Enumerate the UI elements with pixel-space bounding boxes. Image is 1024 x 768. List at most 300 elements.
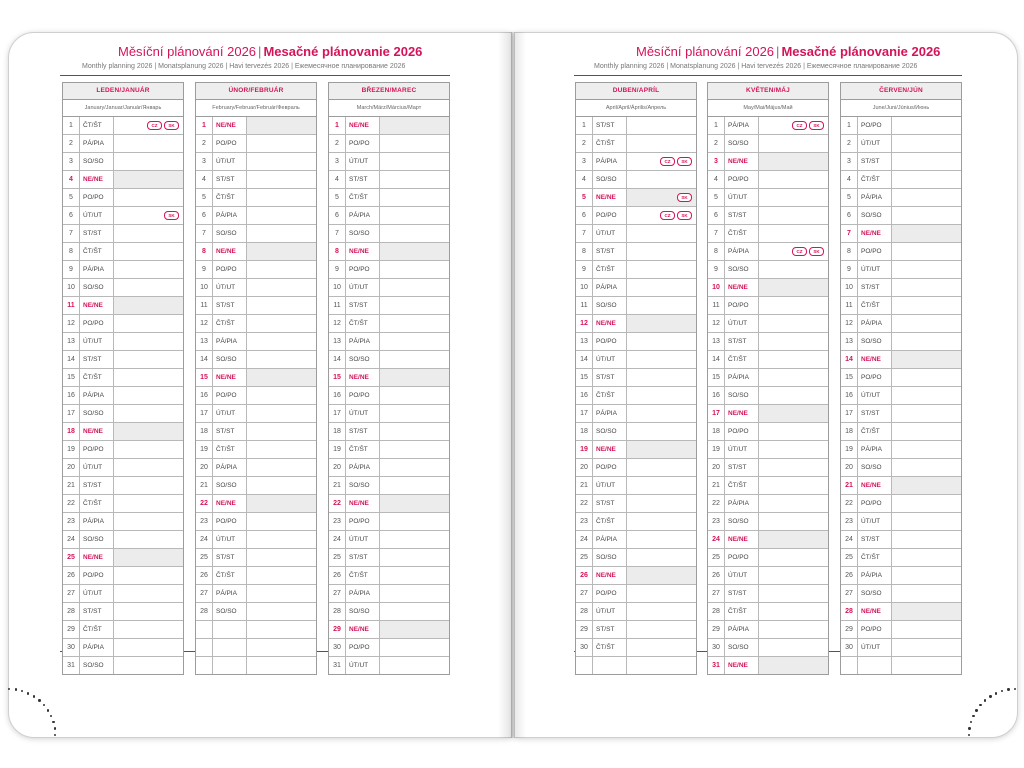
note-cell[interactable] xyxy=(892,549,961,566)
note-cell[interactable] xyxy=(627,135,696,152)
weekday-label: ÚT/UT xyxy=(80,459,114,476)
note-cell[interactable] xyxy=(892,279,961,296)
day-row xyxy=(329,549,449,567)
note-cell[interactable] xyxy=(114,153,183,170)
day-number: 17 xyxy=(196,405,213,422)
weekday-label: NE/NE xyxy=(213,117,247,134)
note-cell[interactable] xyxy=(759,369,828,386)
note-cell[interactable] xyxy=(247,477,316,494)
day-number: 23 xyxy=(576,513,593,530)
note-cell[interactable] xyxy=(759,405,828,422)
day-number: 25 xyxy=(63,549,80,566)
note-cell[interactable] xyxy=(759,333,828,350)
day-number: 21 xyxy=(841,477,858,494)
note-cell[interactable] xyxy=(114,369,183,386)
note-cell[interactable] xyxy=(380,621,449,638)
note-cell[interactable] xyxy=(247,369,316,386)
day-number: 1 xyxy=(576,117,593,134)
note-cell[interactable] xyxy=(114,117,183,134)
day-row xyxy=(196,351,316,369)
note-cell[interactable] xyxy=(627,495,696,512)
note-cell[interactable] xyxy=(380,153,449,170)
note-cell[interactable] xyxy=(380,405,449,422)
note-cell[interactable] xyxy=(380,135,449,152)
note-cell[interactable] xyxy=(380,261,449,278)
note-cell[interactable] xyxy=(892,567,961,584)
day-number: 13 xyxy=(63,333,80,350)
note-cell[interactable] xyxy=(759,135,828,152)
note-cell[interactable] xyxy=(627,207,696,224)
note-cell[interactable] xyxy=(380,423,449,440)
deco-dot xyxy=(47,709,49,711)
weekday-label: ČT/ŠT xyxy=(213,441,247,458)
note-cell[interactable] xyxy=(892,621,961,638)
note-cell[interactable] xyxy=(627,261,696,278)
day-number: 16 xyxy=(63,387,80,404)
note-cell[interactable] xyxy=(759,387,828,404)
weekday-label: ST/ST xyxy=(858,279,892,296)
day-row xyxy=(196,495,316,513)
note-cell[interactable] xyxy=(380,351,449,368)
note-cell[interactable] xyxy=(380,297,449,314)
note-cell[interactable] xyxy=(627,441,696,458)
weekday-label: NE/NE xyxy=(725,657,759,674)
note-cell[interactable] xyxy=(759,585,828,602)
note-cell[interactable] xyxy=(380,171,449,188)
day-number: 15 xyxy=(63,369,80,386)
day-number: 17 xyxy=(63,405,80,422)
day-number: 5 xyxy=(708,189,725,206)
day-row xyxy=(329,603,449,621)
note-cell[interactable] xyxy=(627,369,696,386)
note-cell[interactable] xyxy=(247,225,316,242)
note-cell[interactable] xyxy=(892,135,961,152)
note-cell[interactable] xyxy=(627,189,696,206)
day-row xyxy=(841,531,961,549)
note-cell[interactable] xyxy=(892,639,961,656)
day-row xyxy=(708,279,828,297)
note-cell[interactable] xyxy=(247,531,316,548)
note-cell[interactable] xyxy=(892,459,961,476)
note-cell[interactable] xyxy=(247,189,316,206)
note-cell[interactable] xyxy=(759,351,828,368)
day-row xyxy=(196,531,316,549)
note-cell[interactable] xyxy=(247,603,316,620)
note-cell[interactable] xyxy=(247,243,316,260)
note-cell[interactable] xyxy=(247,333,316,350)
note-cell[interactable] xyxy=(627,225,696,242)
note-cell[interactable] xyxy=(380,567,449,584)
note-cell[interactable] xyxy=(380,585,449,602)
note-cell[interactable] xyxy=(627,639,696,656)
day-row xyxy=(576,297,696,315)
note-cell[interactable] xyxy=(114,639,183,656)
day-row xyxy=(576,477,696,495)
weekday-label: PO/PO xyxy=(346,513,380,530)
note-cell[interactable] xyxy=(114,513,183,530)
note-cell[interactable] xyxy=(627,297,696,314)
note-cell[interactable] xyxy=(759,567,828,584)
weekday-label: ČT/ŠT xyxy=(725,225,759,242)
day-number: 29 xyxy=(708,621,725,638)
day-row xyxy=(576,225,696,243)
note-cell[interactable] xyxy=(759,621,828,638)
day-row xyxy=(708,297,828,315)
note-cell[interactable] xyxy=(892,657,961,674)
note-cell[interactable] xyxy=(759,153,828,170)
note-cell[interactable] xyxy=(892,117,961,134)
note-cell[interactable] xyxy=(892,153,961,170)
note-cell[interactable] xyxy=(892,387,961,404)
note-cell[interactable] xyxy=(380,459,449,476)
day-row xyxy=(708,639,828,657)
note-cell[interactable] xyxy=(759,603,828,620)
month-table-march xyxy=(328,82,450,675)
note-cell[interactable] xyxy=(892,315,961,332)
day-number: 10 xyxy=(329,279,346,296)
day-number: 24 xyxy=(196,531,213,548)
note-cell[interactable] xyxy=(247,279,316,296)
weekday-label: NE/NE xyxy=(593,441,627,458)
weekday-label: PÁ/PIA xyxy=(725,621,759,638)
day-number: 12 xyxy=(576,315,593,332)
note-cell[interactable] xyxy=(759,297,828,314)
day-number: 1 xyxy=(196,117,213,134)
day-row xyxy=(196,369,316,387)
note-cell[interactable] xyxy=(247,135,316,152)
note-cell[interactable] xyxy=(114,603,183,620)
note-cell[interactable] xyxy=(627,459,696,476)
note-cell[interactable] xyxy=(892,297,961,314)
note-cell[interactable] xyxy=(114,225,183,242)
note-cell[interactable] xyxy=(114,495,183,512)
note-cell[interactable] xyxy=(247,315,316,332)
note-cell[interactable] xyxy=(247,297,316,314)
note-cell[interactable] xyxy=(627,243,696,260)
note-cell[interactable] xyxy=(380,315,449,332)
weekday-label: SO/SO xyxy=(725,639,759,656)
note-cell[interactable] xyxy=(892,513,961,530)
note-cell[interactable] xyxy=(114,387,183,404)
note-cell[interactable] xyxy=(247,567,316,584)
note-cell[interactable] xyxy=(247,153,316,170)
note-cell[interactable] xyxy=(627,423,696,440)
note-cell[interactable] xyxy=(627,603,696,620)
note-cell[interactable] xyxy=(114,477,183,494)
note-cell[interactable] xyxy=(892,441,961,458)
note-cell[interactable] xyxy=(380,189,449,206)
note-cell[interactable] xyxy=(759,171,828,188)
weekday-label: ČT/ŠT xyxy=(858,297,892,314)
day-row xyxy=(708,531,828,549)
note-cell[interactable] xyxy=(380,657,449,674)
note-cell[interactable] xyxy=(759,225,828,242)
note-cell[interactable] xyxy=(627,567,696,584)
note-cell[interactable] xyxy=(380,495,449,512)
note-cell[interactable] xyxy=(380,225,449,242)
deco-dot xyxy=(27,692,29,694)
day-number: 22 xyxy=(841,495,858,512)
note-cell[interactable] xyxy=(759,459,828,476)
note-cell[interactable] xyxy=(892,333,961,350)
deco-dot xyxy=(1007,688,1009,690)
weekday-label: SO/SO xyxy=(80,153,114,170)
note-cell[interactable] xyxy=(892,171,961,188)
weekday-label: ST/ST xyxy=(858,153,892,170)
note-cell[interactable] xyxy=(247,207,316,224)
note-cell[interactable] xyxy=(627,531,696,548)
note-cell[interactable] xyxy=(759,441,828,458)
day-row xyxy=(708,603,828,621)
day-row xyxy=(329,189,449,207)
note-cell[interactable] xyxy=(759,117,828,134)
deco-dot xyxy=(54,734,56,736)
note-cell[interactable] xyxy=(627,153,696,170)
day-row xyxy=(63,495,183,513)
day-row xyxy=(841,441,961,459)
note-cell[interactable] xyxy=(247,639,316,656)
note-cell[interactable] xyxy=(892,261,961,278)
note-cell[interactable] xyxy=(759,423,828,440)
day-row xyxy=(576,189,696,207)
note-cell[interactable] xyxy=(380,477,449,494)
note-cell[interactable] xyxy=(114,657,183,674)
note-cell[interactable] xyxy=(114,459,183,476)
note-cell[interactable] xyxy=(759,639,828,656)
weekday-label: PÁ/PIA xyxy=(593,279,627,296)
note-cell[interactable] xyxy=(892,423,961,440)
note-cell[interactable] xyxy=(627,405,696,422)
note-cell[interactable] xyxy=(759,477,828,494)
note-cell[interactable] xyxy=(627,117,696,134)
day-number: 30 xyxy=(63,639,80,656)
day-row xyxy=(63,513,183,531)
day-row xyxy=(841,117,961,135)
note-cell[interactable] xyxy=(892,189,961,206)
day-row xyxy=(841,657,961,674)
day-row xyxy=(63,135,183,153)
note-cell[interactable] xyxy=(247,423,316,440)
day-number: 3 xyxy=(841,153,858,170)
weekday-label: ST/ST xyxy=(858,405,892,422)
day-number: 23 xyxy=(329,513,346,530)
note-cell[interactable] xyxy=(114,333,183,350)
note-cell[interactable] xyxy=(380,513,449,530)
note-cell[interactable] xyxy=(247,171,316,188)
note-cell[interactable] xyxy=(380,207,449,224)
day-number: 11 xyxy=(576,297,593,314)
note-cell[interactable] xyxy=(380,531,449,548)
note-cell[interactable] xyxy=(380,441,449,458)
note-cell[interactable] xyxy=(627,387,696,404)
note-cell[interactable] xyxy=(114,441,183,458)
note-cell[interactable] xyxy=(247,351,316,368)
day-row xyxy=(708,369,828,387)
note-cell[interactable] xyxy=(380,369,449,386)
day-number: 20 xyxy=(196,459,213,476)
note-cell[interactable] xyxy=(892,369,961,386)
day-row xyxy=(576,207,696,225)
weekday-label: PÁ/PIA xyxy=(593,153,627,170)
note-cell[interactable] xyxy=(759,513,828,530)
note-cell[interactable] xyxy=(380,117,449,134)
note-cell[interactable] xyxy=(114,405,183,422)
day-number: 4 xyxy=(196,171,213,188)
note-cell[interactable] xyxy=(247,459,316,476)
day-number: 6 xyxy=(576,207,593,224)
day-number: 31 xyxy=(708,657,725,674)
note-cell[interactable] xyxy=(114,621,183,638)
day-number: 19 xyxy=(63,441,80,458)
day-row xyxy=(196,243,316,261)
day-row xyxy=(329,477,449,495)
note-cell[interactable] xyxy=(247,513,316,530)
day-row xyxy=(708,135,828,153)
note-cell[interactable] xyxy=(247,405,316,422)
note-cell[interactable] xyxy=(114,531,183,548)
note-cell[interactable] xyxy=(380,279,449,296)
weekday-label: ČT/ŠT xyxy=(213,315,247,332)
weekday-label: PO/PO xyxy=(725,297,759,314)
note-cell[interactable] xyxy=(114,549,183,566)
note-cell[interactable] xyxy=(114,585,183,602)
note-cell[interactable] xyxy=(247,585,316,602)
note-cell[interactable] xyxy=(627,513,696,530)
note-cell[interactable] xyxy=(114,207,183,224)
note-cell[interactable] xyxy=(114,261,183,278)
note-cell[interactable] xyxy=(627,279,696,296)
note-cell[interactable] xyxy=(759,207,828,224)
note-cell[interactable] xyxy=(114,171,183,188)
note-cell[interactable] xyxy=(892,585,961,602)
note-cell[interactable] xyxy=(247,261,316,278)
note-cell[interactable] xyxy=(114,135,183,152)
note-cell[interactable] xyxy=(892,477,961,494)
note-cell[interactable] xyxy=(759,531,828,548)
note-cell[interactable] xyxy=(627,657,696,674)
note-cell[interactable] xyxy=(892,603,961,620)
note-cell[interactable] xyxy=(114,279,183,296)
note-cell[interactable] xyxy=(114,567,183,584)
note-cell[interactable] xyxy=(892,207,961,224)
day-row xyxy=(63,369,183,387)
day-number: 14 xyxy=(329,351,346,368)
note-cell[interactable] xyxy=(380,387,449,404)
note-cell[interactable] xyxy=(247,657,316,674)
note-cell[interactable] xyxy=(114,315,183,332)
note-cell[interactable] xyxy=(627,315,696,332)
note-cell[interactable] xyxy=(892,351,961,368)
day-number: 9 xyxy=(841,261,858,278)
note-cell[interactable] xyxy=(380,603,449,620)
note-cell[interactable] xyxy=(759,549,828,566)
weekday-label: ST/ST xyxy=(213,171,247,188)
note-cell[interactable] xyxy=(759,189,828,206)
note-cell[interactable] xyxy=(114,351,183,368)
day-number: 13 xyxy=(196,333,213,350)
weekday-label: ÚT/UT xyxy=(346,405,380,422)
note-cell[interactable] xyxy=(380,333,449,350)
note-cell[interactable] xyxy=(247,495,316,512)
day-number: 9 xyxy=(196,261,213,278)
note-cell[interactable] xyxy=(627,477,696,494)
right-header-rule xyxy=(574,75,962,76)
country-holiday-badge-icon: SK xyxy=(809,121,824,130)
note-cell[interactable] xyxy=(380,549,449,566)
note-cell[interactable] xyxy=(247,441,316,458)
weekday-label xyxy=(858,657,892,674)
note-cell[interactable] xyxy=(759,279,828,296)
day-number: 3 xyxy=(708,153,725,170)
weekday-label: PÁ/PIA xyxy=(725,117,759,134)
note-cell[interactable] xyxy=(892,531,961,548)
day-row xyxy=(63,297,183,315)
note-cell[interactable] xyxy=(627,549,696,566)
weekday-label: NE/NE xyxy=(80,423,114,440)
weekday-label: PO/PO xyxy=(346,639,380,656)
note-cell[interactable] xyxy=(759,243,828,260)
day-number: 17 xyxy=(576,405,593,422)
note-cell[interactable] xyxy=(892,243,961,260)
day-row xyxy=(841,153,961,171)
note-cell[interactable] xyxy=(759,315,828,332)
note-cell[interactable] xyxy=(892,405,961,422)
note-cell[interactable] xyxy=(114,243,183,260)
day-row xyxy=(63,333,183,351)
weekday-label: SO/SO xyxy=(725,513,759,530)
note-cell[interactable] xyxy=(380,639,449,656)
day-number: 21 xyxy=(708,477,725,494)
note-cell[interactable] xyxy=(759,495,828,512)
note-cell[interactable] xyxy=(759,261,828,278)
deco-dot xyxy=(979,704,981,706)
note-cell[interactable] xyxy=(892,225,961,242)
note-cell[interactable] xyxy=(380,243,449,260)
note-cell[interactable] xyxy=(627,351,696,368)
note-cell[interactable] xyxy=(114,189,183,206)
day-row xyxy=(708,567,828,585)
day-row xyxy=(329,513,449,531)
note-cell[interactable] xyxy=(247,117,316,134)
note-cell[interactable] xyxy=(892,495,961,512)
weekday-label: ČT/ŠT xyxy=(80,117,114,134)
day-row xyxy=(63,243,183,261)
note-cell[interactable] xyxy=(627,585,696,602)
note-cell[interactable] xyxy=(247,621,316,638)
day-number: 22 xyxy=(196,495,213,512)
note-cell[interactable] xyxy=(114,423,183,440)
day-row xyxy=(708,189,828,207)
note-cell[interactable] xyxy=(247,387,316,404)
weekday-label: ÚT/UT xyxy=(858,513,892,530)
day-row xyxy=(841,225,961,243)
deco-dot xyxy=(33,695,35,697)
day-row xyxy=(329,369,449,387)
deco-dot xyxy=(1001,690,1003,692)
note-cell[interactable] xyxy=(627,333,696,350)
note-cell[interactable] xyxy=(114,297,183,314)
note-cell[interactable] xyxy=(247,549,316,566)
day-row xyxy=(196,225,316,243)
note-cell[interactable] xyxy=(627,621,696,638)
note-cell[interactable] xyxy=(759,657,828,674)
day-row xyxy=(841,135,961,153)
day-number: 3 xyxy=(196,153,213,170)
holiday-badges xyxy=(792,247,824,256)
weekday-label: ČT/ŠT xyxy=(858,423,892,440)
weekday-label: ST/ST xyxy=(213,423,247,440)
note-cell[interactable] xyxy=(627,171,696,188)
